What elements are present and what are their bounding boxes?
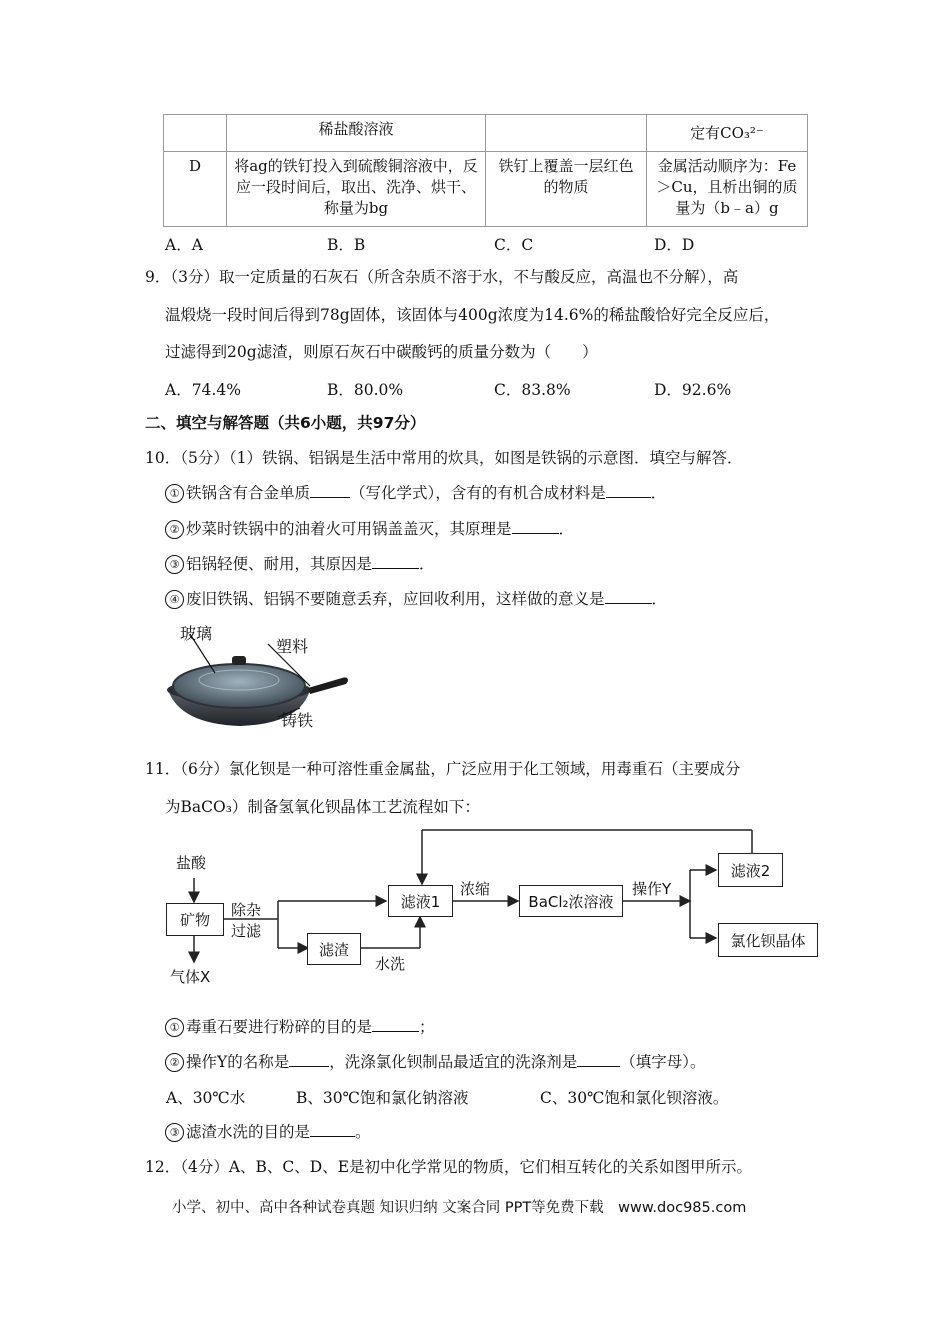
table-row xyxy=(164,152,808,227)
flow-box-bacl2: BaCl₂浓溶液 xyxy=(519,885,623,917)
page-footer: 小学、初中、高中各种试卷真题 知识归纳 文案合同 PPT等免费下载 www.doc985.com xyxy=(172,1200,747,1216)
q11-choice-c: C、30℃饱和氯化钡溶液。 xyxy=(540,1089,729,1107)
q10-item-1: ① 铁锅含有合金单质 （写化学式），含有的有机合成材料是 ． xyxy=(165,481,666,505)
label-cast-iron: 铸铁 xyxy=(281,711,314,730)
answer-blank xyxy=(606,482,651,498)
flow-box-filtrate-1: 滤液1 xyxy=(388,885,453,917)
flow-label-hcl: 盐酸 xyxy=(176,854,207,872)
circled-marker: ③ xyxy=(165,555,184,574)
q11-choice-a: A、30℃水 xyxy=(166,1089,246,1107)
q9-option-c: C．83.8% xyxy=(494,381,571,399)
circled-marker: ① xyxy=(165,484,184,503)
answer-blank xyxy=(372,1016,419,1032)
q8-option-c: C．C xyxy=(494,236,534,254)
q8-option-d: D．D xyxy=(654,236,695,254)
circled-marker: ② xyxy=(165,520,184,539)
q10-item-2: ② 炒菜时铁锅中的油着火可用锅盖盖灭，其原理是 ． xyxy=(165,517,574,541)
label-glass: 玻璃 xyxy=(180,624,213,643)
flow-label-filter: 过滤 xyxy=(231,922,262,940)
table-cell: 铁钉上覆盖一层红色的物质 xyxy=(486,152,647,227)
circled-marker: ④ xyxy=(165,590,184,609)
q10-intro: 10．（5分）（1）铁锅、铝锅是生活中常用的炊具，如图是铁锅的示意图．填空与解答． xyxy=(145,449,743,467)
q9-line-2: 温煅烧一段时间后得到78g固体，该固体与400g浓度为14.6%的稀盐酸恰好完全反应后， xyxy=(165,306,780,324)
q10-item-3: ③ 铝锅轻便、耐用，其原因是 ． xyxy=(165,552,435,576)
flow-label-operation-y: 操作Y xyxy=(632,880,672,898)
answer-blank xyxy=(512,518,559,534)
q11-item-2: ② 操作Y的名称是 ，洗涤氯化钡制品最适宜的洗涤剂是 （填字母）。 xyxy=(165,1050,706,1074)
flow-box-filtrate-2: 滤液2 xyxy=(718,853,783,887)
label-plastic: 塑料 xyxy=(276,637,309,656)
q11-choice-b: B、30℃饱和氯化钠溶液 xyxy=(296,1089,469,1107)
flow-box-mineral: 矿物 xyxy=(166,903,224,936)
q11-line-2: 为BaCO₃）制备氢氧化钡晶体工艺流程如下： xyxy=(165,798,480,816)
q9-option-b: B．80.0% xyxy=(327,381,404,399)
answer-blank xyxy=(372,553,419,569)
q11-line-1: 11．（6分）氯化钡是一种可溶性重金属盐，广泛应用于化工领域，用毒重石（主要成分 xyxy=(145,760,741,778)
q8-option-b: B．B xyxy=(327,236,366,254)
answer-blank xyxy=(289,1051,329,1067)
q11-item-1: ① 毒重石要进行粉碎的目的是 ； xyxy=(165,1015,435,1039)
table-cell: 金属活动顺序为：Fe＞Cu，且析出铜的质量为（b﹣a）g xyxy=(647,152,808,227)
q8-table xyxy=(163,114,808,227)
q8-option-a: A．A xyxy=(165,236,203,254)
table-cell: D xyxy=(164,152,227,227)
q9-line-1: 9．（3分）取一定质量的石灰石（所含杂质不溶于水，不与酸反应，高温也不分解），高 xyxy=(145,268,739,286)
table-cell: 将ag的铁钉投入到硫酸铜溶液中，反应一段时间后，取出、洗净、烘干、称量为bg xyxy=(227,152,486,227)
answer-blank xyxy=(605,588,652,604)
answer-blank xyxy=(310,482,350,498)
flow-box-crystal: 氯化钡晶体 xyxy=(718,923,818,957)
table-row xyxy=(164,115,808,152)
flow-box-residue: 滤渣 xyxy=(307,933,361,965)
flow-label-remove: 除杂 xyxy=(231,901,262,919)
circled-marker: ① xyxy=(165,1018,184,1037)
q12-line: 12．（4分）A、B、C、D、E是初中化学常见的物质，它们相互转化的关系如图甲所示。 xyxy=(145,1158,753,1176)
q9-option-a: A．74.4% xyxy=(165,381,241,399)
q11-item-3: ③ 滤渣水洗的目的是 。 xyxy=(165,1120,371,1144)
answer-blank xyxy=(310,1121,355,1137)
circled-marker: ③ xyxy=(165,1123,184,1142)
q9-option-d: D．92.6% xyxy=(654,381,732,399)
flow-label-wash: 水洗 xyxy=(375,955,406,973)
q10-item-4: ④ 废旧铁锅、铝锅不要随意丢弃，应回收利用，这样做的意义是 ． xyxy=(165,587,667,611)
flow-label-gas-x: 气体X xyxy=(170,968,211,986)
table-cell xyxy=(164,115,227,152)
answer-blank xyxy=(577,1051,620,1067)
table-cell: 稀盐酸溶液 xyxy=(227,115,486,152)
q9-line-3: 过滤得到20g滤渣，则原石灰石中碳酸钙的质量分数为（ ） xyxy=(165,343,598,361)
flow-label-concentrate: 浓缩 xyxy=(460,880,491,898)
circled-marker: ② xyxy=(165,1053,184,1072)
table-cell: 定有CO₃²⁻ xyxy=(647,115,808,152)
section-title: 二、填空与解答题（共6小题，共97分） xyxy=(145,414,426,432)
table-cell xyxy=(486,115,647,152)
